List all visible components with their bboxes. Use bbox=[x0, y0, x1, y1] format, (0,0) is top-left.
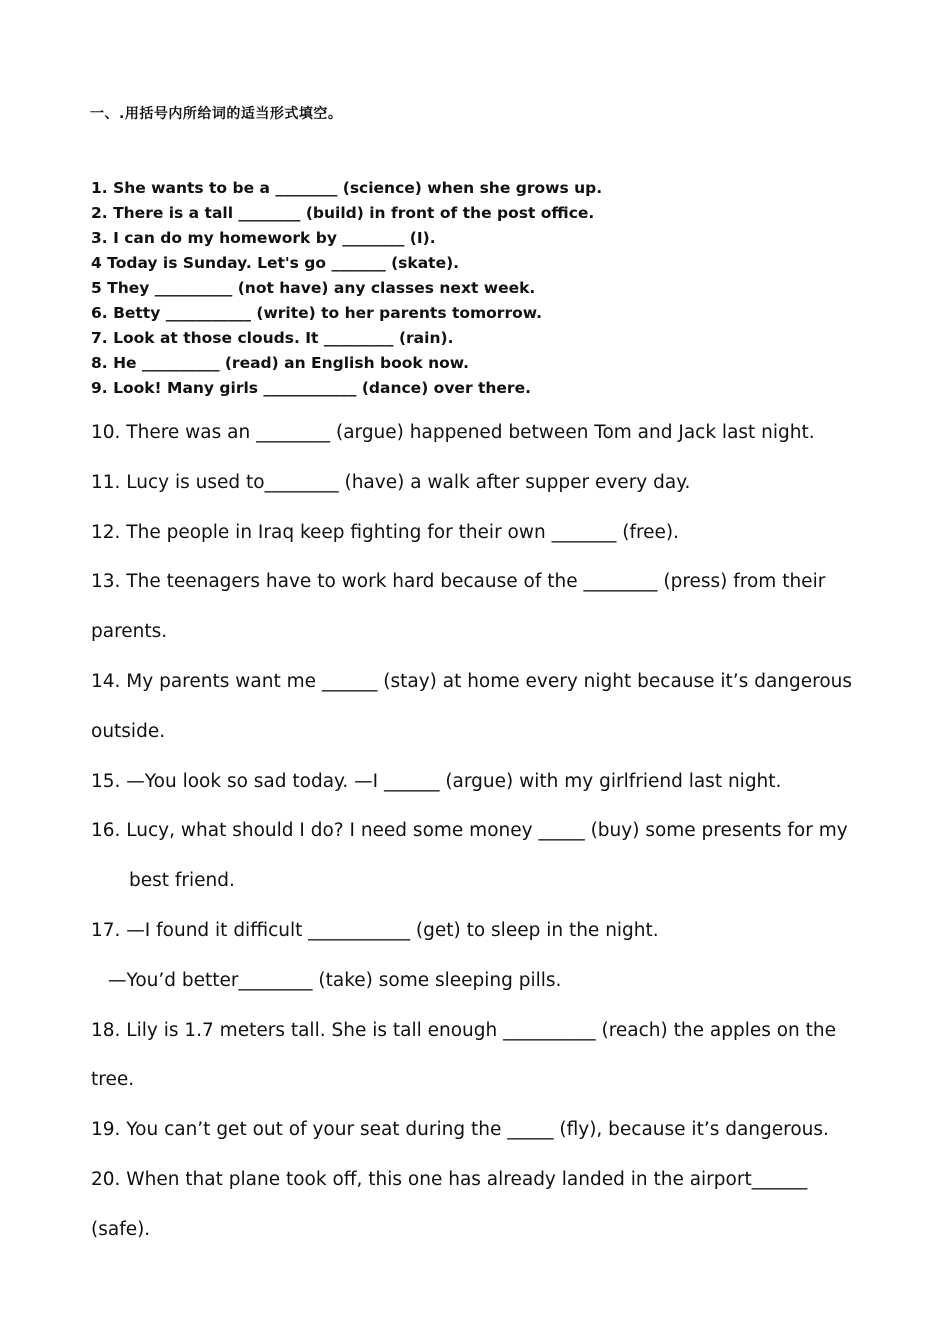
exercise-line: 14. My parents want me ______ (stay) at home every night because it’s dangerous bbox=[91, 670, 853, 692]
exercise-item: 9. Look! Many girls ____________ (dance) over there. bbox=[91, 379, 531, 397]
exercise-list bbox=[91, 408, 852, 1255]
exercise-item: 6. Betty ___________ (write) to her parents tomorrow. bbox=[91, 304, 542, 322]
exercise-item: 1. She wants to be a ________ (science) when she grows up. bbox=[91, 179, 603, 197]
exercise-item: 8. He __________ (read) an English book now. bbox=[91, 354, 470, 372]
exercise-line: 11. Lucy is used to________ (have) a walk after supper every day. bbox=[91, 471, 691, 493]
section-title: 一、.用括号内所给词的适当形式填空。 bbox=[90, 106, 343, 122]
exercise-item: 2. There is a tall ________ (build) in front of the post office. bbox=[91, 204, 595, 222]
exercise-line: 19. You can’t get out of your seat during the _____ (fly), because it’s dangerous. bbox=[91, 1119, 829, 1141]
exercise-line: (safe). bbox=[91, 1218, 151, 1240]
exercise-line: 12. The people in Iraq keep fighting for their own _______ (free). bbox=[91, 521, 680, 543]
exercise-line: outside. bbox=[91, 720, 166, 742]
exercise-line: parents. bbox=[91, 621, 168, 643]
exercise-item: 4 Today is Sunday. Let's go _______ (skate). bbox=[91, 254, 460, 272]
exercise-line: 17. —I found it difficult ___________ (get) to sleep in the night. bbox=[91, 919, 659, 941]
exercise-line: 18. Lily is 1.7 meters tall. She is tall enough __________ (reach) the apples on the bbox=[91, 1019, 837, 1041]
exercise-line: 20. When that plane took off, this one has already landed in the airport______ bbox=[91, 1168, 808, 1190]
exercise-line: —You’d better________ (take) some sleeping pills. bbox=[108, 969, 562, 991]
exercise-line: 10. There was an ________ (argue) happened between Tom and Jack last night. bbox=[91, 422, 815, 443]
exercise-item: 3. I can do my homework by ________ (I). bbox=[91, 229, 436, 247]
bold-exercise-list bbox=[91, 176, 602, 401]
exercise-line: 15. —You look so sad today. —I ______ (argue) with my girlfriend last night. bbox=[91, 770, 782, 792]
exercise-item: 7. Look at those clouds. It _________ (rain). bbox=[91, 329, 454, 347]
exercise-line: 16. Lucy, what should I do? I need some money _____ (buy) some presents for my bbox=[91, 820, 848, 842]
exercise-item: 5 They __________ (not have) any classes next week. bbox=[91, 279, 536, 297]
exercise-line: best friend. bbox=[129, 870, 235, 892]
exercise-line: tree. bbox=[91, 1069, 135, 1091]
exercise-line: 13. The teenagers have to work hard because of the ________ (press) from their bbox=[91, 571, 826, 593]
